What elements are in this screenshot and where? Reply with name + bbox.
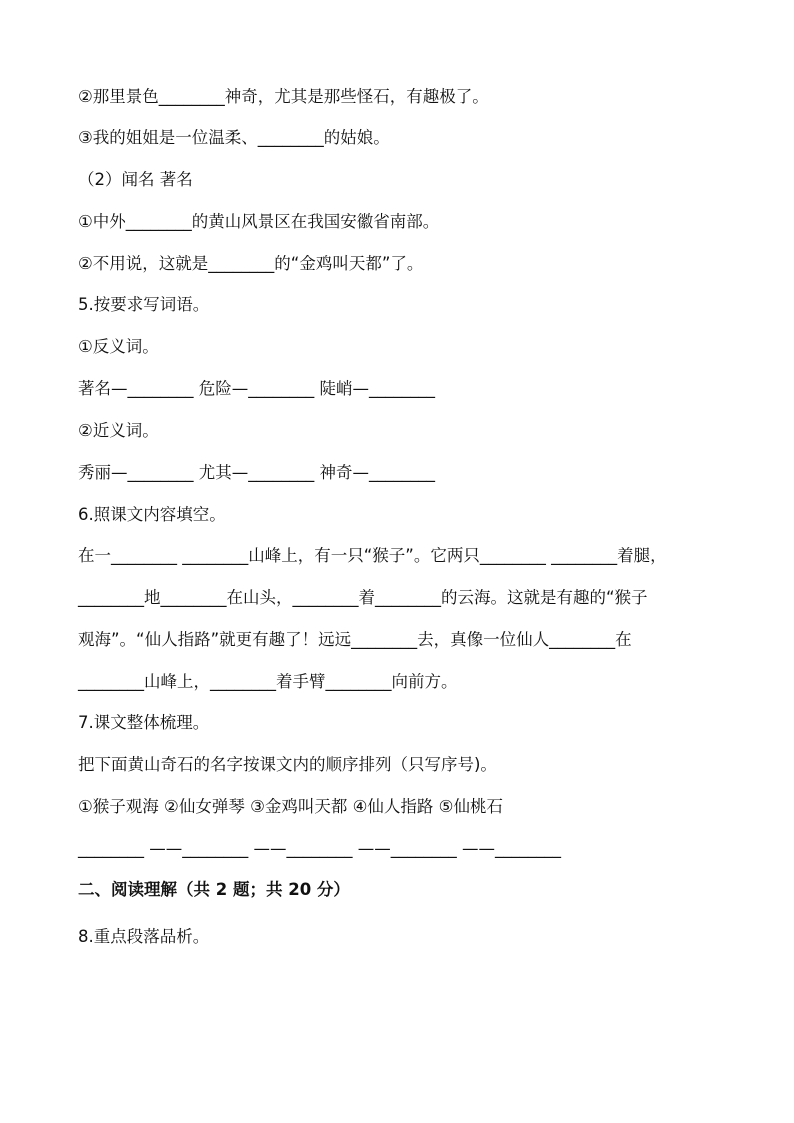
question-7-title: 7.课文整体梳理。 — [78, 713, 210, 732]
question-5-title: 5.按要求写词语。 — [78, 295, 210, 314]
fill-line-4: ________山峰上，________着手臂________向前方。 — [78, 672, 458, 691]
antonym-heading: ①反义词。 — [78, 337, 159, 356]
line-q4-2-item1: ①中外________的黄山风景区在我国安徽省南部。 — [78, 212, 440, 231]
line-q4-1-item3: ③我的姐姐是一位温柔、________的姑娘。 — [78, 128, 390, 147]
question-6-title: 6.照课文内容填空。 — [78, 505, 226, 524]
order-answer-blanks: ________ ——________ ——________ ——________ ——________ — [78, 839, 561, 858]
synonym-heading: ②近义词。 — [78, 421, 159, 440]
line-q4-1-item2: ②那里景色________神奇，尤其是那些怪石，有趣极了。 — [78, 87, 489, 106]
antonym-row: 著名—________ 危险—________ 陡峭—________ — [78, 379, 435, 398]
fill-line-3: 观海”。“仙人指路”就更有趣了！远远________去，真像一位仙人________在 — [78, 630, 632, 649]
section-2-heading: 二、阅读理解（共 2 题；共 20 分） — [78, 880, 350, 899]
line-q4-2-item2: ②不用说，这就是________的“金鸡叫天都”了。 — [78, 254, 424, 273]
fill-line-2: ________地________在山头，________着________的云海。这就是有趣的“猴子 — [78, 588, 648, 607]
question-7-instruction: 把下面黄山奇石的名字按课文内的顺序排列（只写序号)。 — [78, 755, 497, 774]
synonym-row: 秀丽—________ 尤其—________ 神奇—________ — [78, 463, 435, 482]
rock-names-list: ①猴子观海 ②仙女弹琴 ③金鸡叫天都 ④仙人指路 ⑤仙桃石 — [78, 797, 503, 816]
line-q4-2-heading: （2）闻名 著名 — [78, 170, 193, 189]
fill-line-1: 在一________ ________山峰上，有一只“猴子”。它两只________ ________着腿， — [78, 546, 667, 565]
question-8-title: 8.重点段落品析。 — [78, 927, 210, 946]
